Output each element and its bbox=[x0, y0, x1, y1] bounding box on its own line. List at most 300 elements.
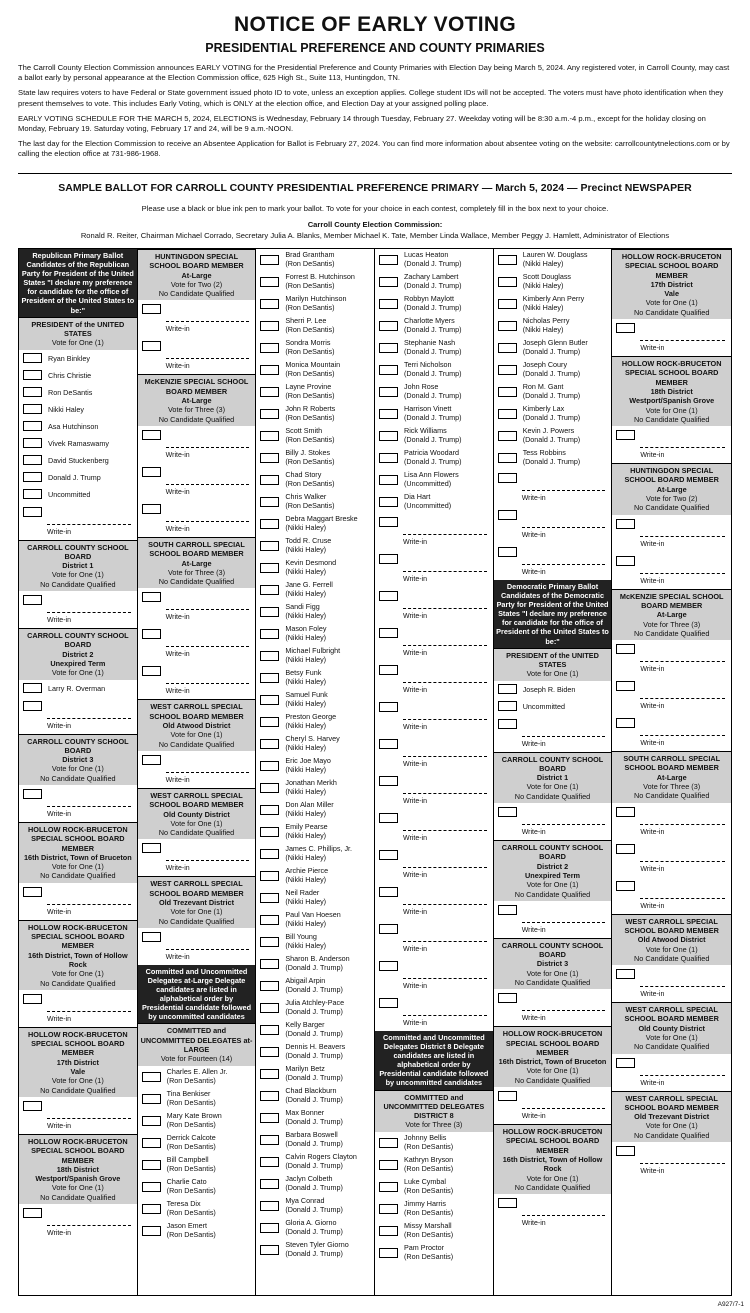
write-in-option[interactable] bbox=[612, 677, 731, 714]
candidate-option[interactable] bbox=[19, 486, 137, 503]
vote-oval[interactable] bbox=[379, 776, 398, 786]
write-in-option[interactable] bbox=[375, 920, 493, 957]
candidate-option[interactable] bbox=[19, 367, 137, 384]
write-in-line[interactable] bbox=[166, 772, 250, 773]
write-in-option[interactable] bbox=[138, 928, 256, 965]
delegate-option[interactable] bbox=[256, 403, 374, 425]
delegate-option[interactable] bbox=[256, 755, 374, 777]
vote-oval[interactable] bbox=[616, 1058, 635, 1068]
write-in-option[interactable] bbox=[612, 965, 731, 1002]
write-in-option[interactable] bbox=[612, 426, 731, 463]
write-in-option[interactable] bbox=[375, 698, 493, 735]
write-in-line[interactable] bbox=[403, 830, 487, 831]
delegate-option[interactable] bbox=[375, 1198, 493, 1220]
write-in-line[interactable] bbox=[47, 904, 131, 905]
vote-oval[interactable] bbox=[260, 387, 279, 397]
vote-oval[interactable] bbox=[379, 343, 398, 353]
vote-oval[interactable] bbox=[260, 893, 279, 903]
vote-oval[interactable] bbox=[498, 807, 517, 817]
delegate-option[interactable] bbox=[256, 513, 374, 535]
vote-oval[interactable] bbox=[260, 805, 279, 815]
delegate-option[interactable] bbox=[494, 447, 612, 469]
vote-oval[interactable] bbox=[260, 1135, 279, 1145]
vote-oval[interactable] bbox=[260, 1223, 279, 1233]
vote-oval[interactable] bbox=[379, 1248, 398, 1258]
write-in-option[interactable] bbox=[138, 337, 256, 374]
delegate-option[interactable] bbox=[375, 1132, 493, 1154]
delegate-option[interactable] bbox=[256, 557, 374, 579]
vote-oval[interactable] bbox=[260, 827, 279, 837]
write-in-line[interactable] bbox=[640, 898, 725, 899]
vote-oval[interactable] bbox=[379, 321, 398, 331]
delegate-option[interactable] bbox=[256, 997, 374, 1019]
vote-oval[interactable] bbox=[379, 739, 398, 749]
write-in-line[interactable] bbox=[47, 1225, 131, 1226]
write-in-option[interactable] bbox=[612, 1054, 731, 1091]
vote-oval[interactable] bbox=[379, 387, 398, 397]
vote-oval[interactable] bbox=[23, 353, 42, 363]
write-in-option[interactable] bbox=[494, 715, 612, 752]
write-in-option[interactable] bbox=[19, 697, 137, 734]
vote-oval[interactable] bbox=[616, 644, 635, 654]
vote-oval[interactable] bbox=[260, 409, 279, 419]
candidate-option[interactable] bbox=[19, 452, 137, 469]
vote-oval[interactable] bbox=[142, 1138, 161, 1148]
write-in-option[interactable] bbox=[612, 515, 731, 552]
vote-oval[interactable] bbox=[260, 1157, 279, 1167]
candidate-option[interactable] bbox=[19, 418, 137, 435]
vote-oval[interactable] bbox=[142, 666, 161, 676]
write-in-option[interactable] bbox=[375, 661, 493, 698]
write-in-option[interactable] bbox=[375, 735, 493, 772]
write-in-option[interactable] bbox=[612, 803, 731, 840]
write-in-line[interactable] bbox=[640, 824, 725, 825]
write-in-option[interactable] bbox=[375, 883, 493, 920]
write-in-option[interactable] bbox=[138, 426, 256, 463]
vote-oval[interactable] bbox=[142, 1116, 161, 1126]
write-in-line[interactable] bbox=[403, 756, 487, 757]
write-in-line[interactable] bbox=[640, 986, 725, 987]
delegate-option[interactable] bbox=[375, 1242, 493, 1264]
delegate-option[interactable] bbox=[375, 337, 493, 359]
vote-oval[interactable] bbox=[260, 277, 279, 287]
delegate-option[interactable] bbox=[494, 337, 612, 359]
write-in-line[interactable] bbox=[403, 1015, 487, 1016]
vote-oval[interactable] bbox=[23, 387, 42, 397]
vote-oval[interactable] bbox=[498, 701, 517, 711]
vote-oval[interactable] bbox=[142, 304, 161, 314]
delegate-option[interactable] bbox=[494, 359, 612, 381]
write-in-option[interactable] bbox=[612, 552, 731, 589]
vote-oval[interactable] bbox=[260, 541, 279, 551]
candidate-option[interactable] bbox=[19, 435, 137, 452]
vote-oval[interactable] bbox=[260, 1091, 279, 1101]
write-in-option[interactable] bbox=[138, 588, 256, 625]
vote-oval[interactable] bbox=[23, 421, 42, 431]
write-in-line[interactable] bbox=[640, 1163, 725, 1164]
write-in-option[interactable] bbox=[375, 587, 493, 624]
delegate-option[interactable] bbox=[138, 1198, 256, 1220]
vote-oval[interactable] bbox=[498, 453, 517, 463]
write-in-option[interactable] bbox=[375, 513, 493, 550]
delegate-option[interactable] bbox=[256, 249, 374, 271]
vote-oval[interactable] bbox=[260, 1201, 279, 1211]
write-in-option[interactable] bbox=[19, 990, 137, 1027]
delegate-option[interactable] bbox=[256, 447, 374, 469]
delegate-option[interactable] bbox=[138, 1220, 256, 1242]
delegate-option[interactable] bbox=[256, 1195, 374, 1217]
vote-oval[interactable] bbox=[498, 905, 517, 915]
vote-oval[interactable] bbox=[379, 702, 398, 712]
delegate-option[interactable] bbox=[256, 821, 374, 843]
write-in-line[interactable] bbox=[403, 534, 487, 535]
vote-oval[interactable] bbox=[260, 343, 279, 353]
vote-oval[interactable] bbox=[498, 431, 517, 441]
write-in-option[interactable] bbox=[375, 994, 493, 1031]
delegate-option[interactable] bbox=[256, 777, 374, 799]
vote-oval[interactable] bbox=[616, 519, 635, 529]
write-in-line[interactable] bbox=[166, 609, 250, 610]
vote-oval[interactable] bbox=[498, 343, 517, 353]
vote-oval[interactable] bbox=[379, 475, 398, 485]
vote-oval[interactable] bbox=[260, 453, 279, 463]
vote-oval[interactable] bbox=[260, 1069, 279, 1079]
vote-oval[interactable] bbox=[616, 881, 635, 891]
delegate-option[interactable] bbox=[375, 447, 493, 469]
delegate-option[interactable] bbox=[375, 1154, 493, 1176]
delegate-option[interactable] bbox=[138, 1132, 256, 1154]
vote-oval[interactable] bbox=[260, 915, 279, 925]
vote-oval[interactable] bbox=[616, 807, 635, 817]
vote-oval[interactable] bbox=[142, 629, 161, 639]
delegate-option[interactable] bbox=[256, 843, 374, 865]
vote-oval[interactable] bbox=[23, 1101, 42, 1111]
write-in-line[interactable] bbox=[47, 524, 131, 525]
delegate-option[interactable] bbox=[494, 293, 612, 315]
write-in-option[interactable] bbox=[494, 469, 612, 506]
vote-oval[interactable] bbox=[498, 993, 517, 1003]
write-in-option[interactable] bbox=[138, 500, 256, 537]
vote-oval[interactable] bbox=[379, 365, 398, 375]
write-in-line[interactable] bbox=[522, 1215, 606, 1216]
write-in-option[interactable] bbox=[375, 550, 493, 587]
write-in-option[interactable] bbox=[612, 319, 731, 356]
delegate-option[interactable] bbox=[256, 1041, 374, 1063]
vote-oval[interactable] bbox=[498, 547, 517, 557]
vote-oval[interactable] bbox=[379, 409, 398, 419]
write-in-line[interactable] bbox=[47, 1011, 131, 1012]
write-in-option[interactable] bbox=[494, 989, 612, 1026]
vote-oval[interactable] bbox=[23, 489, 42, 499]
write-in-option[interactable] bbox=[375, 957, 493, 994]
vote-oval[interactable] bbox=[260, 431, 279, 441]
write-in-line[interactable] bbox=[403, 941, 487, 942]
vote-oval[interactable] bbox=[23, 438, 42, 448]
vote-oval[interactable] bbox=[23, 472, 42, 482]
write-in-line[interactable] bbox=[522, 564, 606, 565]
delegate-option[interactable] bbox=[494, 249, 612, 271]
vote-oval[interactable] bbox=[616, 556, 635, 566]
write-in-line[interactable] bbox=[47, 718, 131, 719]
vote-oval[interactable] bbox=[379, 961, 398, 971]
vote-oval[interactable] bbox=[142, 1094, 161, 1104]
vote-oval[interactable] bbox=[260, 717, 279, 727]
vote-oval[interactable] bbox=[142, 341, 161, 351]
candidate-option[interactable] bbox=[19, 680, 137, 697]
write-in-line[interactable] bbox=[166, 321, 250, 322]
vote-oval[interactable] bbox=[498, 321, 517, 331]
delegate-option[interactable] bbox=[256, 315, 374, 337]
vote-oval[interactable] bbox=[260, 563, 279, 573]
write-in-option[interactable] bbox=[494, 901, 612, 938]
vote-oval[interactable] bbox=[616, 718, 635, 728]
vote-oval[interactable] bbox=[260, 1025, 279, 1035]
write-in-line[interactable] bbox=[640, 536, 725, 537]
write-in-line[interactable] bbox=[47, 612, 131, 613]
candidate-option[interactable] bbox=[19, 401, 137, 418]
write-in-option[interactable] bbox=[19, 1204, 137, 1241]
delegate-option[interactable] bbox=[256, 1151, 374, 1173]
vote-oval[interactable] bbox=[142, 1160, 161, 1170]
vote-oval[interactable] bbox=[260, 1003, 279, 1013]
delegate-option[interactable] bbox=[256, 381, 374, 403]
vote-oval[interactable] bbox=[379, 1226, 398, 1236]
vote-oval[interactable] bbox=[379, 497, 398, 507]
delegate-option[interactable] bbox=[138, 1176, 256, 1198]
write-in-option[interactable] bbox=[612, 1142, 731, 1179]
write-in-line[interactable] bbox=[640, 573, 725, 574]
vote-oval[interactable] bbox=[23, 1208, 42, 1218]
vote-oval[interactable] bbox=[379, 277, 398, 287]
write-in-option[interactable] bbox=[138, 463, 256, 500]
delegate-option[interactable] bbox=[494, 403, 612, 425]
write-in-option[interactable] bbox=[494, 803, 612, 840]
vote-oval[interactable] bbox=[23, 701, 42, 711]
vote-oval[interactable] bbox=[379, 1182, 398, 1192]
vote-oval[interactable] bbox=[260, 1113, 279, 1123]
delegate-option[interactable] bbox=[256, 337, 374, 359]
write-in-option[interactable] bbox=[612, 877, 731, 914]
vote-oval[interactable] bbox=[616, 844, 635, 854]
vote-oval[interactable] bbox=[498, 1091, 517, 1101]
delegate-option[interactable] bbox=[256, 799, 374, 821]
vote-oval[interactable] bbox=[498, 684, 517, 694]
write-in-line[interactable] bbox=[640, 698, 725, 699]
write-in-option[interactable] bbox=[375, 772, 493, 809]
vote-oval[interactable] bbox=[379, 431, 398, 441]
write-in-option[interactable] bbox=[494, 506, 612, 543]
delegate-option[interactable] bbox=[256, 931, 374, 953]
vote-oval[interactable] bbox=[23, 595, 42, 605]
delegate-option[interactable] bbox=[375, 315, 493, 337]
write-in-line[interactable] bbox=[403, 867, 487, 868]
vote-oval[interactable] bbox=[379, 299, 398, 309]
vote-oval[interactable] bbox=[23, 789, 42, 799]
write-in-option[interactable] bbox=[612, 714, 731, 751]
write-in-line[interactable] bbox=[403, 608, 487, 609]
delegate-option[interactable] bbox=[256, 425, 374, 447]
write-in-line[interactable] bbox=[522, 824, 606, 825]
vote-oval[interactable] bbox=[142, 932, 161, 942]
vote-oval[interactable] bbox=[379, 628, 398, 638]
vote-oval[interactable] bbox=[260, 981, 279, 991]
vote-oval[interactable] bbox=[260, 937, 279, 947]
vote-oval[interactable] bbox=[498, 719, 517, 729]
delegate-option[interactable] bbox=[256, 1129, 374, 1151]
vote-oval[interactable] bbox=[260, 761, 279, 771]
delegate-option[interactable] bbox=[494, 315, 612, 337]
candidate-option[interactable] bbox=[19, 350, 137, 367]
write-in-line[interactable] bbox=[166, 646, 250, 647]
write-in-line[interactable] bbox=[403, 682, 487, 683]
write-in-line[interactable] bbox=[166, 860, 250, 861]
vote-oval[interactable] bbox=[498, 1198, 517, 1208]
vote-oval[interactable] bbox=[379, 517, 398, 527]
delegate-option[interactable] bbox=[375, 381, 493, 403]
write-in-line[interactable] bbox=[403, 645, 487, 646]
delegate-option[interactable] bbox=[256, 359, 374, 381]
vote-oval[interactable] bbox=[260, 475, 279, 485]
delegate-option[interactable] bbox=[256, 865, 374, 887]
vote-oval[interactable] bbox=[260, 255, 279, 265]
vote-oval[interactable] bbox=[142, 1072, 161, 1082]
vote-oval[interactable] bbox=[23, 404, 42, 414]
vote-oval[interactable] bbox=[23, 683, 42, 693]
vote-oval[interactable] bbox=[498, 387, 517, 397]
vote-oval[interactable] bbox=[379, 255, 398, 265]
vote-oval[interactable] bbox=[498, 473, 517, 483]
write-in-line[interactable] bbox=[403, 719, 487, 720]
delegate-option[interactable] bbox=[138, 1154, 256, 1176]
write-in-option[interactable] bbox=[19, 1097, 137, 1134]
write-in-option[interactable] bbox=[375, 809, 493, 846]
write-in-option[interactable] bbox=[494, 1194, 612, 1231]
write-in-line[interactable] bbox=[166, 484, 250, 485]
delegate-option[interactable] bbox=[256, 469, 374, 491]
write-in-line[interactable] bbox=[522, 736, 606, 737]
vote-oval[interactable] bbox=[142, 755, 161, 765]
delegate-option[interactable] bbox=[494, 271, 612, 293]
vote-oval[interactable] bbox=[260, 1047, 279, 1057]
delegate-option[interactable] bbox=[256, 1019, 374, 1041]
vote-oval[interactable] bbox=[142, 504, 161, 514]
delegate-option[interactable] bbox=[494, 381, 612, 403]
write-in-line[interactable] bbox=[640, 1075, 725, 1076]
write-in-option[interactable] bbox=[19, 785, 137, 822]
write-in-option[interactable] bbox=[138, 839, 256, 876]
vote-oval[interactable] bbox=[260, 783, 279, 793]
vote-oval[interactable] bbox=[260, 695, 279, 705]
write-in-line[interactable] bbox=[640, 340, 725, 341]
vote-oval[interactable] bbox=[379, 887, 398, 897]
delegate-option[interactable] bbox=[375, 1220, 493, 1242]
delegate-option[interactable] bbox=[256, 645, 374, 667]
write-in-line[interactable] bbox=[522, 527, 606, 528]
delegate-option[interactable] bbox=[256, 293, 374, 315]
vote-oval[interactable] bbox=[616, 430, 635, 440]
write-in-line[interactable] bbox=[166, 521, 250, 522]
write-in-line[interactable] bbox=[522, 1108, 606, 1109]
candidate-option[interactable] bbox=[19, 384, 137, 401]
write-in-line[interactable] bbox=[47, 806, 131, 807]
write-in-option[interactable] bbox=[138, 662, 256, 699]
delegate-option[interactable] bbox=[256, 733, 374, 755]
vote-oval[interactable] bbox=[142, 1226, 161, 1236]
delegate-option[interactable] bbox=[375, 403, 493, 425]
delegate-option[interactable] bbox=[256, 623, 374, 645]
vote-oval[interactable] bbox=[379, 924, 398, 934]
vote-oval[interactable] bbox=[260, 1245, 279, 1255]
vote-oval[interactable] bbox=[498, 365, 517, 375]
write-in-option[interactable] bbox=[494, 543, 612, 580]
vote-oval[interactable] bbox=[498, 409, 517, 419]
vote-oval[interactable] bbox=[379, 998, 398, 1008]
vote-oval[interactable] bbox=[23, 507, 42, 517]
vote-oval[interactable] bbox=[142, 467, 161, 477]
vote-oval[interactable] bbox=[616, 969, 635, 979]
write-in-line[interactable] bbox=[166, 949, 250, 950]
write-in-line[interactable] bbox=[47, 1118, 131, 1119]
vote-oval[interactable] bbox=[616, 1146, 635, 1156]
vote-oval[interactable] bbox=[260, 673, 279, 683]
delegate-option[interactable] bbox=[256, 271, 374, 293]
write-in-line[interactable] bbox=[522, 1010, 606, 1011]
delegate-option[interactable] bbox=[256, 1239, 374, 1261]
vote-oval[interactable] bbox=[379, 665, 398, 675]
vote-oval[interactable] bbox=[23, 994, 42, 1004]
write-in-option[interactable] bbox=[612, 640, 731, 677]
write-in-option[interactable] bbox=[138, 751, 256, 788]
vote-oval[interactable] bbox=[379, 813, 398, 823]
write-in-option[interactable] bbox=[375, 846, 493, 883]
candidate-option[interactable] bbox=[494, 698, 612, 715]
vote-oval[interactable] bbox=[142, 430, 161, 440]
vote-oval[interactable] bbox=[379, 453, 398, 463]
vote-oval[interactable] bbox=[142, 843, 161, 853]
vote-oval[interactable] bbox=[260, 629, 279, 639]
delegate-option[interactable] bbox=[138, 1088, 256, 1110]
vote-oval[interactable] bbox=[142, 1204, 161, 1214]
write-in-line[interactable] bbox=[640, 861, 725, 862]
vote-oval[interactable] bbox=[379, 1138, 398, 1148]
write-in-line[interactable] bbox=[166, 447, 250, 448]
delegate-option[interactable] bbox=[375, 425, 493, 447]
write-in-line[interactable] bbox=[640, 661, 725, 662]
write-in-option[interactable] bbox=[612, 840, 731, 877]
write-in-option[interactable] bbox=[494, 1087, 612, 1124]
delegate-option[interactable] bbox=[256, 667, 374, 689]
vote-oval[interactable] bbox=[379, 850, 398, 860]
vote-oval[interactable] bbox=[260, 497, 279, 507]
delegate-option[interactable] bbox=[375, 293, 493, 315]
candidate-option[interactable] bbox=[19, 469, 137, 486]
delegate-option[interactable] bbox=[138, 1110, 256, 1132]
write-in-option[interactable] bbox=[19, 883, 137, 920]
vote-oval[interactable] bbox=[260, 585, 279, 595]
delegate-option[interactable] bbox=[256, 535, 374, 557]
vote-oval[interactable] bbox=[498, 277, 517, 287]
write-in-line[interactable] bbox=[166, 358, 250, 359]
delegate-option[interactable] bbox=[375, 491, 493, 513]
vote-oval[interactable] bbox=[379, 1204, 398, 1214]
delegate-option[interactable] bbox=[256, 491, 374, 513]
vote-oval[interactable] bbox=[260, 959, 279, 969]
vote-oval[interactable] bbox=[142, 1182, 161, 1192]
vote-oval[interactable] bbox=[498, 510, 517, 520]
write-in-line[interactable] bbox=[522, 490, 606, 491]
delegate-option[interactable] bbox=[256, 601, 374, 623]
vote-oval[interactable] bbox=[260, 739, 279, 749]
